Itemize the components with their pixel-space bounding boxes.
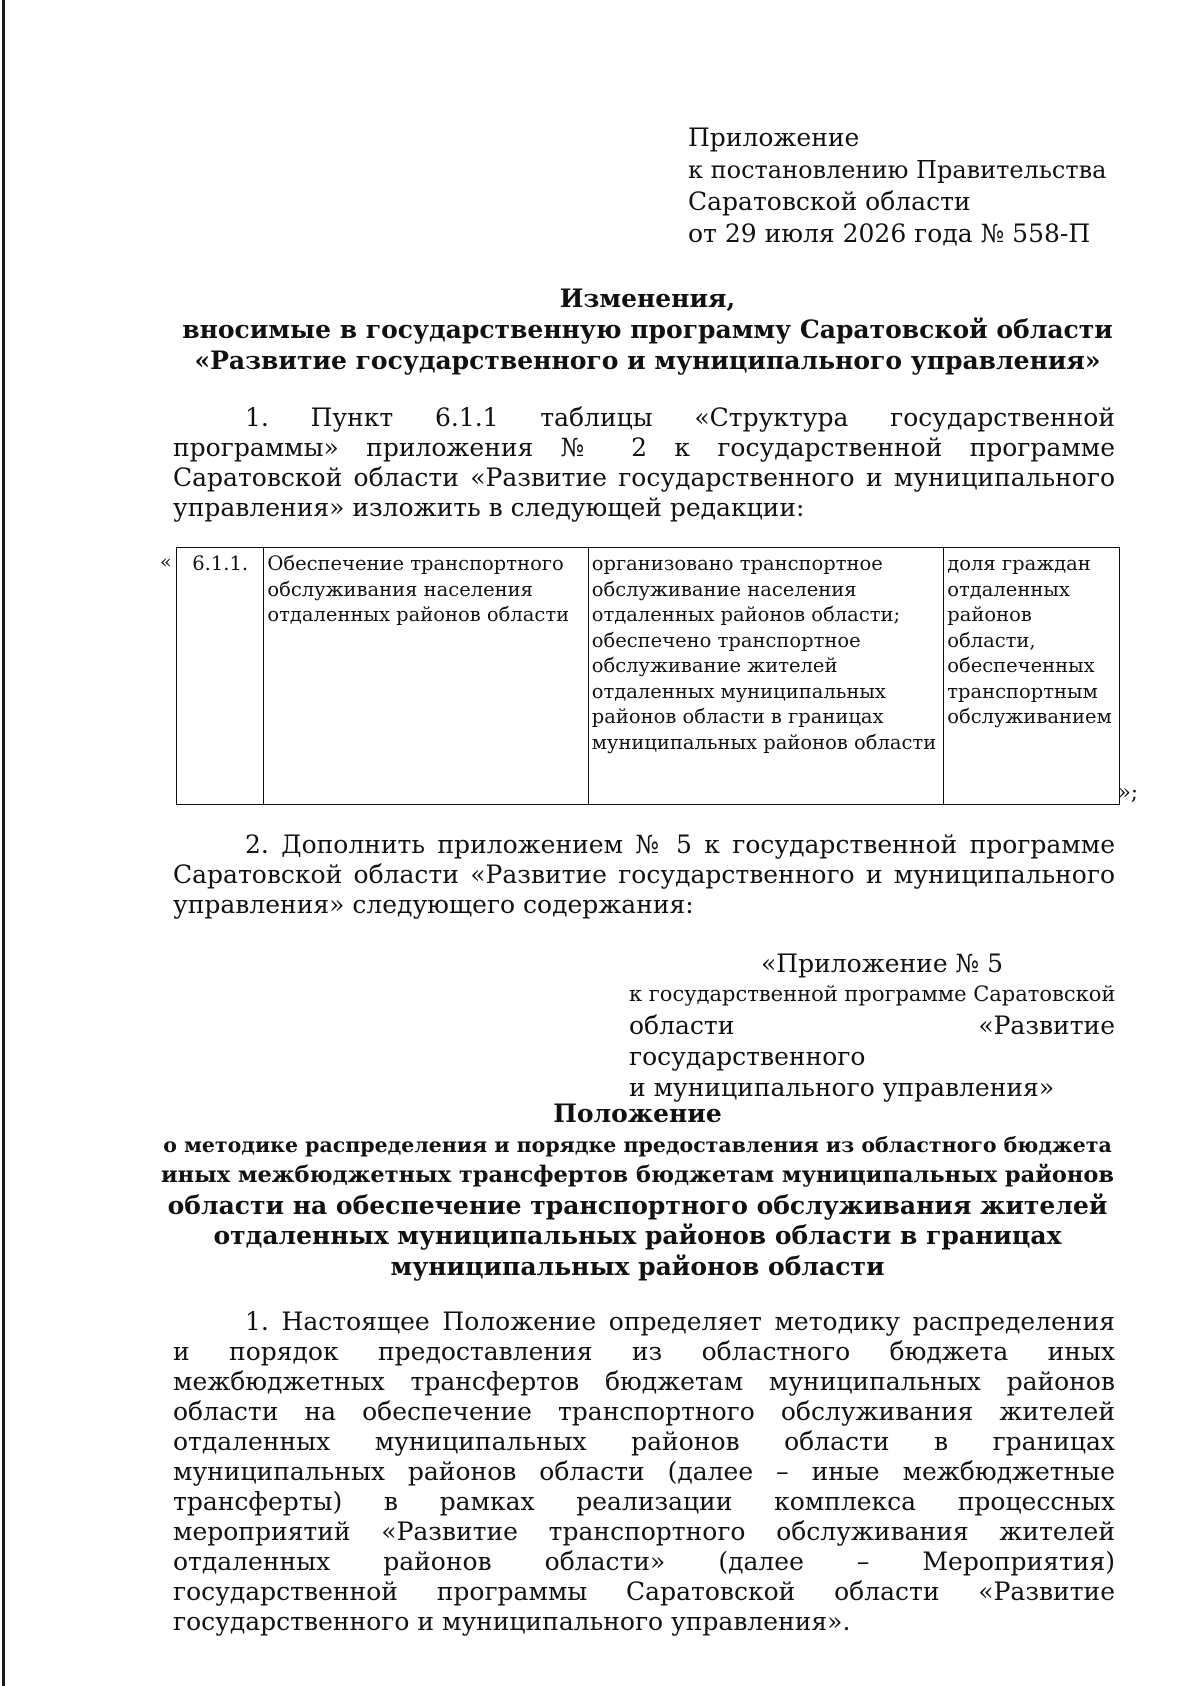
table-open-quote: «	[160, 551, 172, 573]
regulation-title-line: о методике распределения и порядке предоставления из областного бюджета	[163, 1132, 1112, 1157]
structure-table	[176, 547, 1120, 805]
annex-line: к государственной программе Саратовской	[629, 982, 1116, 1006]
changes-title	[180, 283, 1115, 376]
approval-line: к постановлению Правительства	[688, 156, 1107, 184]
table-cell-effects: организовано транспортное обслуживание населения отдаленных районов области; обеспечено транспортное обслуживание жителей отдаленных муниципальных районов области в границах муниципальных районов области	[588, 548, 944, 805]
table-cell-task: Обеспечение транспортного обслуживания населения отдаленных районов области	[264, 548, 588, 805]
regulation-title-line: отдаленных муниципальных районов области в границах	[213, 1221, 1062, 1250]
regulation-title-line: области на обеспечение транспортного обслуживания жителей	[167, 1190, 1108, 1220]
regulation-title	[160, 1099, 1115, 1282]
annex-line: и муниципального управления»	[629, 1073, 1055, 1102]
item-1-paragraph	[173, 403, 1115, 523]
regulation-title-line: иных межбюджетных трансфертов бюджетам муниципальных районов	[160, 1162, 1115, 1188]
approval-line: от 29 июля 2026 года № 558-П	[688, 219, 1091, 248]
item-2-paragraph	[173, 830, 1115, 920]
regulation-item-1-text: 1. Настоящее Положение определяет методику распределения и порядок предоставления из областного бюджета иных межбюджетных трансфертов бюджетам муниципальных районов области на обеспечение транспортного обслуживания жителей отдаленных муниципальных районов области в границах муниципальных районов области (далее – иные межбюджетные трансферты) в рамках реализации комплекса процессных мероприятий «Развитие транспортного обслуживания жителей отдаленных районов области» (далее – Мероприятия) государственной программы Саратовской области «Развитие государственного и муниципального управления».	[173, 1307, 1115, 1636]
annex-line: «Приложение № 5	[761, 949, 1004, 978]
table-row	[177, 548, 1120, 805]
changes-title-line: вносимые в государственную программу Саратовской области	[182, 315, 1113, 344]
approval-line: Приложение	[688, 123, 860, 152]
item-2-text: 2. Дополнить приложением № 5 к государственной программе Саратовской области «Развитие государственного и муниципального управления» следующего содержания:	[173, 830, 1115, 919]
annex-5-header	[629, 948, 1115, 1103]
annex-line: области «Развитие государственного	[629, 1011, 1115, 1071]
table-cell-number: 6.1.1.	[177, 548, 264, 805]
table-cell-indicator: доля граждан отдаленных районов области, обеспеченных транспортным обслуживанием	[944, 548, 1120, 805]
changes-title-line: Изменения,	[559, 284, 736, 313]
regulation-title-line: муниципальных районов области	[390, 1251, 885, 1281]
approval-block	[688, 122, 1108, 250]
changes-title-line: «Развитие государственного и муниципального управления»	[194, 346, 1101, 375]
regulation-item-1-paragraph	[173, 1307, 1115, 1637]
item-1-text: 1. Пункт 6.1.1 таблицы «Структура государственной программы» приложения № 2 к государственной программе Саратовской области «Развитие государственного и муниципального управления» изложить в следующей редакции:	[173, 403, 1115, 522]
table-close-quote: »;	[1118, 780, 1138, 804]
regulation-title-line: Положение	[553, 1099, 722, 1128]
page-edge	[2, 0, 5, 1686]
approval-line: Саратовской области	[688, 187, 971, 216]
